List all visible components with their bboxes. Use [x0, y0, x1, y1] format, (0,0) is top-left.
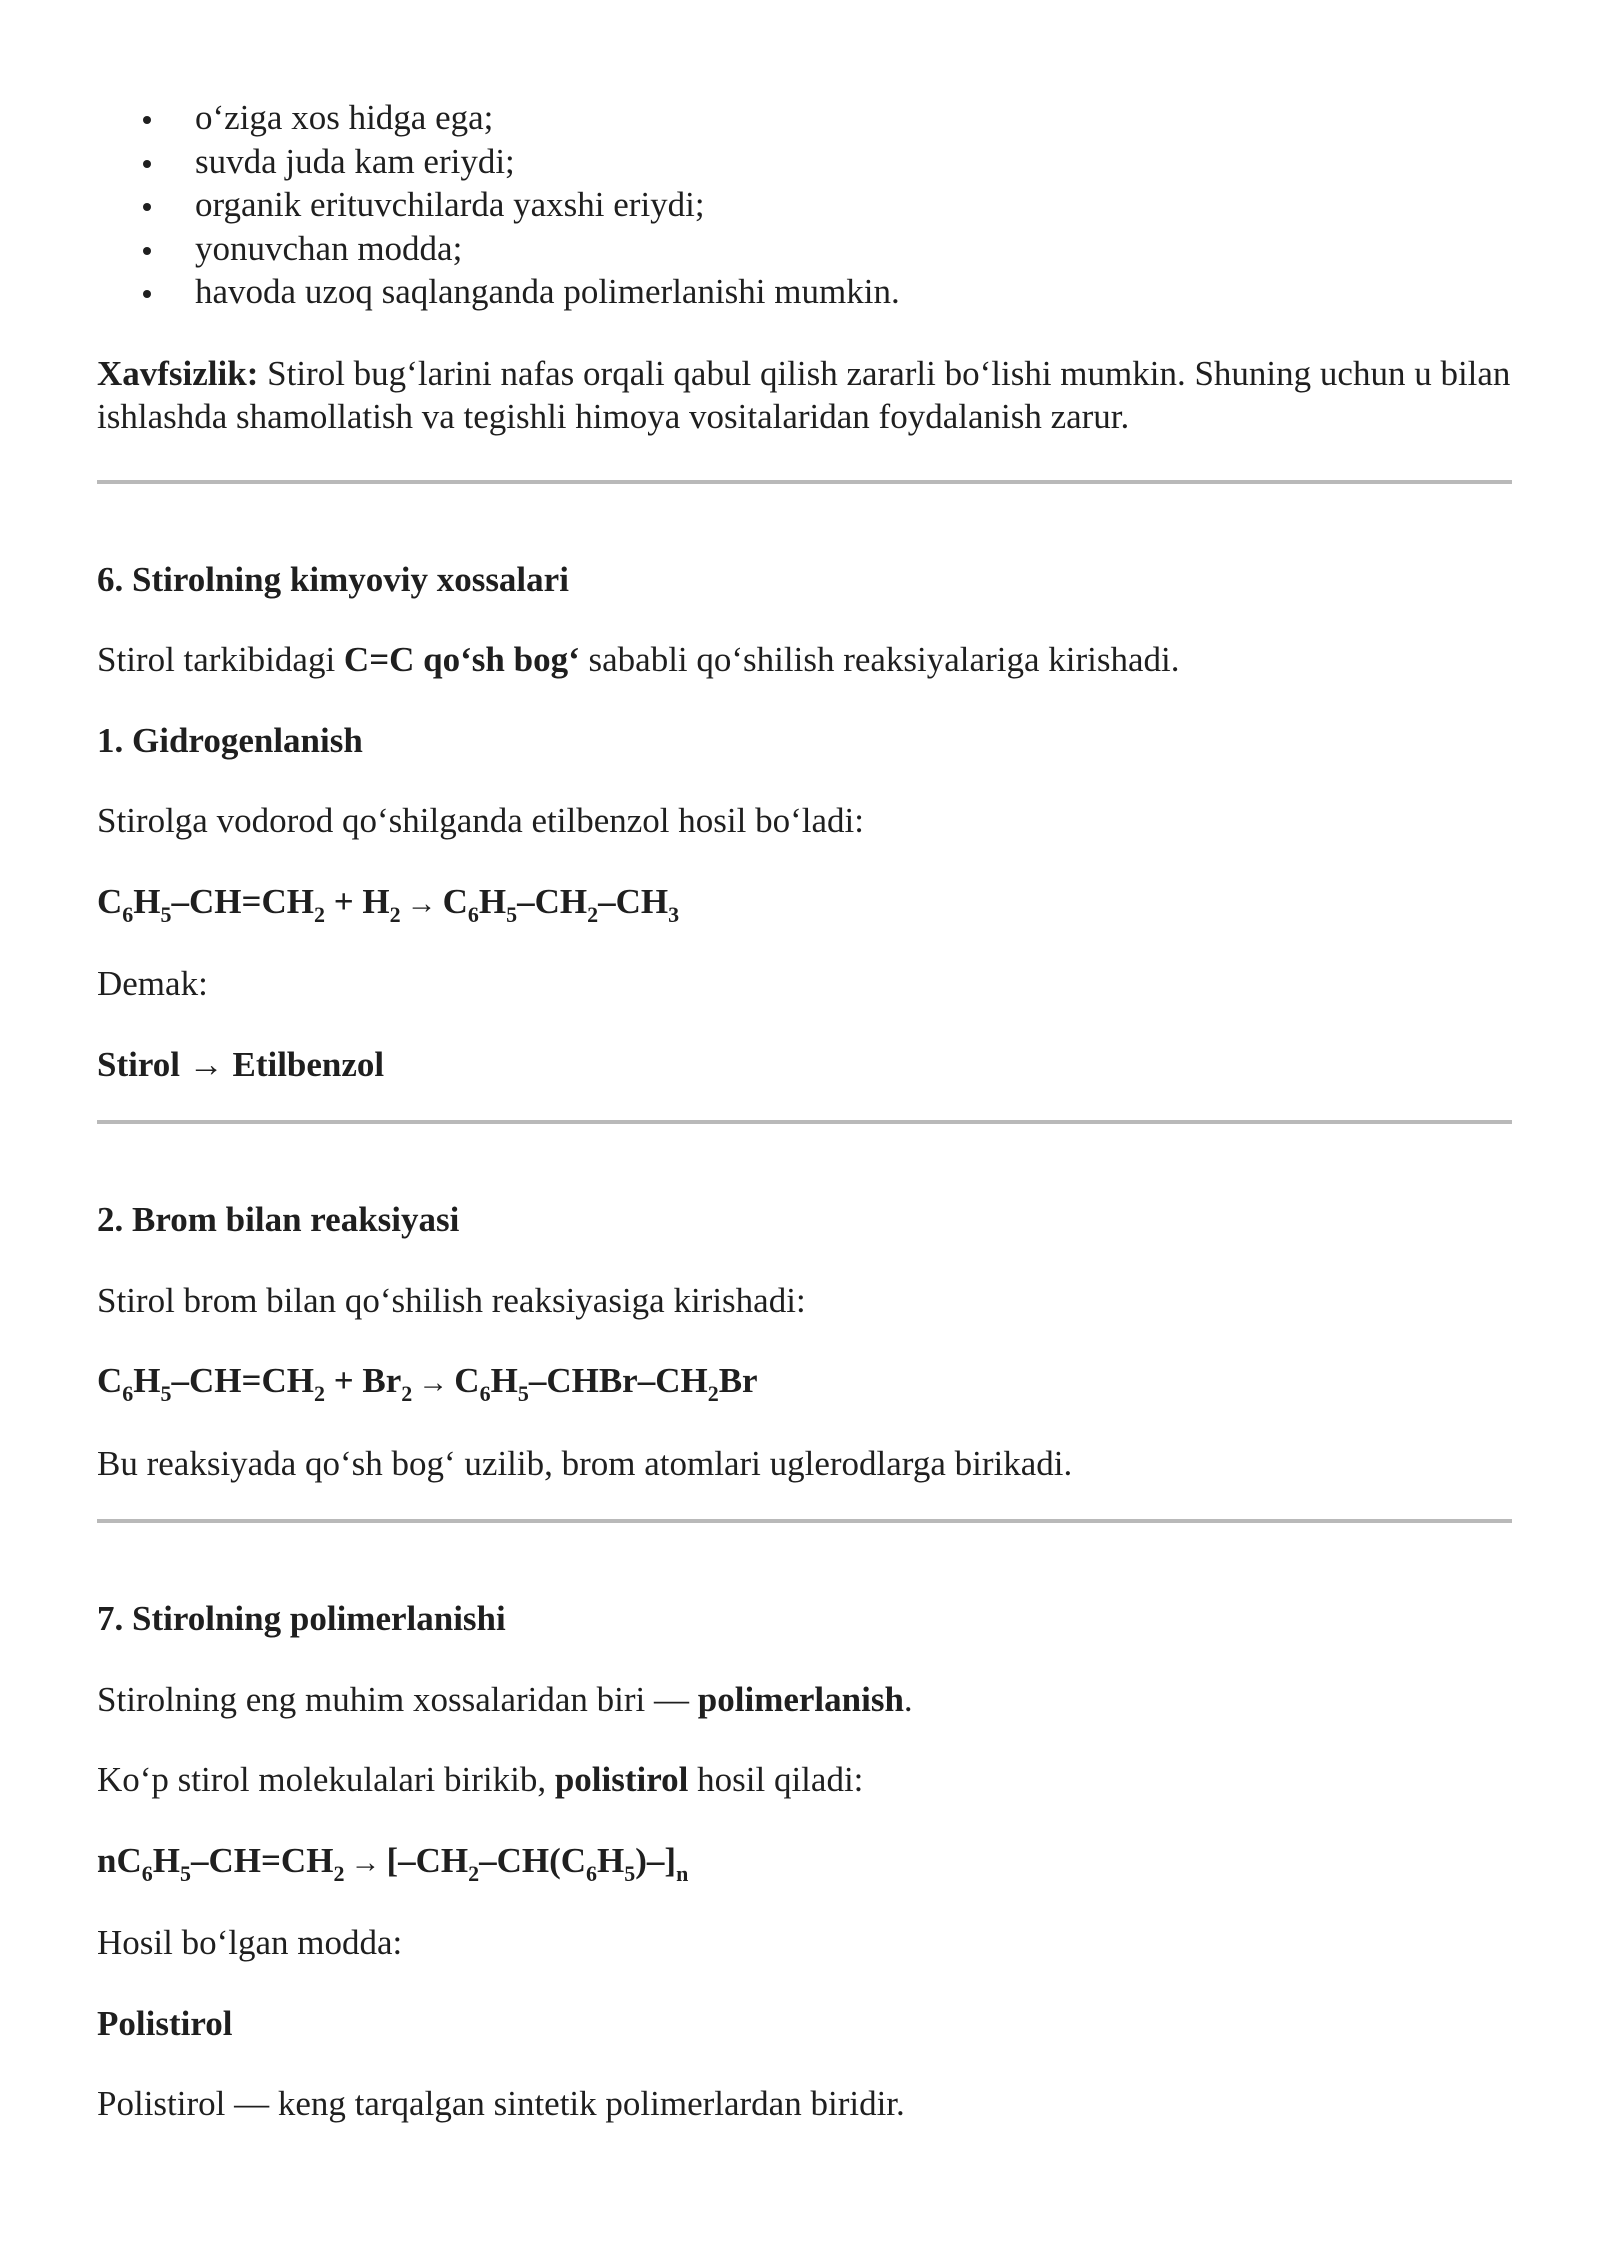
safety-label: Xavfsizlik:	[97, 353, 259, 393]
bromination-title: 2. Brom bilan reaksiyasi	[97, 1200, 460, 1239]
bullet-icon	[143, 160, 151, 168]
safety-text: Stirol bug‘larini nafas orqali qabul qilish zararli bo‘lishi mumkin. Shuning uchun u bilan ishlashda shamollatish va tegishli himoya vositalaridan foydalanish zarur.	[97, 353, 1511, 436]
properties-list	[97, 96, 1512, 314]
bromination-equation: $C_6H_5-CH=CH_2 + Br_2$ → $C_6H_5-CHBr-CH_2Br$	[97, 1361, 758, 1406]
polymerization-equation: $nC_6H_5-CH=CH_2 \to [-CH_2-CH(C_6H_5)-]_n$	[97, 1840, 689, 1886]
section-7-text-2: Ko‘p stirol molekulalari birikib, polistirol hosil qiladi:	[97, 1760, 864, 1799]
arrow-icon: →	[406, 886, 437, 920]
section-7-text-1: Stirolning eng muhim xossalaridan biri — polimerlanish.	[97, 1679, 913, 1719]
bullet-icon	[143, 247, 151, 255]
conclusion-label: Demak:	[97, 964, 208, 1003]
bullet-icon	[143, 116, 151, 124]
bromination-note: Bu reaksiyada qo‘sh bog‘ uzilib, brom atomlari uglerodlarga birikadi.	[97, 1443, 1073, 1483]
list-item: o‘ziga xos hidga ega;	[97, 96, 1512, 140]
safety-paragraph	[97, 352, 1512, 439]
hydrogenation-title: 1. Gidrogenlanish	[97, 720, 363, 760]
section-6-intro: Stirol tarkibidagi C=C qo‘sh bog‘ sababli qo‘shilish reaksiyalariga kirishadi.	[97, 640, 1180, 679]
hydrogenation-equation: $C_6H_5-CH=CH_2 + H_2 \to C_6H_5-CH_2-CH_3$	[97, 881, 680, 927]
list-item: suvda juda kam eriydi;	[97, 140, 1512, 184]
closing-paragraph: Polistirol — keng tarqalgan sintetik polimerlardan biridir.	[97, 2084, 905, 2123]
divider	[97, 1120, 1512, 1124]
product-label: Hosil bo‘lgan modda:	[97, 1923, 403, 1962]
product-name: Polistirol	[97, 2003, 233, 2043]
hydrogenation-conclusion: Stirol → Etilbenzol	[97, 1044, 385, 1084]
section-7-title: 7. Stirolning polimerlanishi	[97, 1599, 506, 1638]
section-6-title: 6. Stirolning kimyoviy xossalari	[97, 559, 569, 599]
arrow-icon: →	[350, 1845, 381, 1879]
divider	[97, 1519, 1512, 1523]
arrow-icon: →	[418, 1366, 449, 1399]
bullet-icon	[143, 203, 151, 211]
list-item: organik erituvchilarda yaxshi eriydi;	[97, 183, 1512, 227]
list-item: havoda uzoq saqlanganda polimerlanishi mumkin.	[97, 270, 1512, 314]
list-item: yonuvchan modda;	[97, 227, 1512, 271]
hydrogenation-text: Stirolga vodorod qo‘shilganda etilbenzol hosil bo‘ladi:	[97, 801, 864, 840]
bromination-text: Stirol brom bilan qo‘shilish reaksiyasiga kirishadi:	[97, 1280, 806, 1320]
bullet-icon	[143, 290, 151, 298]
document-page	[97, 96, 1512, 2126]
divider	[97, 480, 1512, 484]
